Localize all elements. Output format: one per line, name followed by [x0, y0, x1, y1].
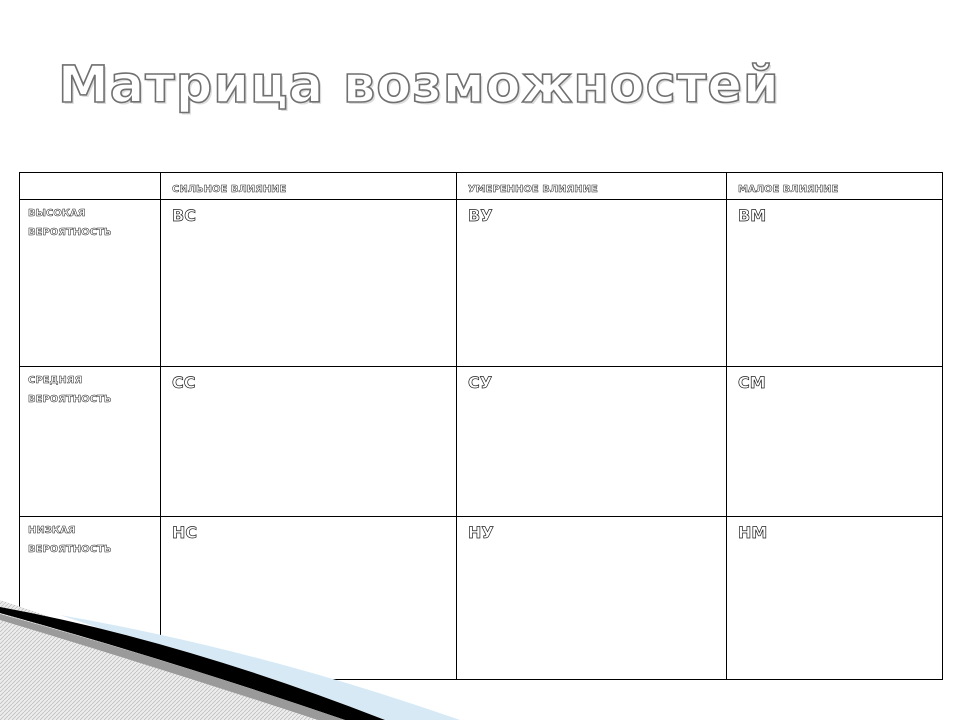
- column-header-strong-impact: СИЛЬНОЕ ВЛИЯНИЕ: [161, 173, 457, 200]
- row-header-line2: ВЕРОЯТНОСТЬ: [28, 227, 112, 238]
- row-header-line1: СРЕДНЯЯ: [28, 375, 83, 386]
- matrix-row-medium-probability: [20, 367, 943, 517]
- slide-title: Матрица возможностей: [58, 56, 780, 115]
- matrix-row-high-probability: [20, 200, 943, 367]
- column-header-low-impact: МАЛОЕ ВЛИЯНИЕ: [727, 173, 943, 200]
- matrix-cell-nm: НМ: [727, 517, 943, 680]
- row-header-line1: ВЫСОКАЯ: [28, 208, 86, 219]
- matrix-header-row: [20, 173, 943, 200]
- opportunity-matrix-table: [19, 172, 943, 680]
- matrix-cell-ns: НС: [161, 517, 457, 680]
- row-header-line1: НИЗКАЯ: [28, 525, 76, 536]
- matrix-cell-vu: ВУ: [457, 200, 727, 367]
- row-header-line2: ВЕРОЯТНОСТЬ: [28, 394, 112, 405]
- matrix-row-low-probability: [20, 517, 943, 680]
- matrix-cell-ss: СС: [161, 367, 457, 517]
- matrix-cell-vs: ВС: [161, 200, 457, 367]
- column-header-moderate-impact: УМЕРЕННОЕ ВЛИЯНИЕ: [457, 173, 727, 200]
- matrix-cell-su: СУ: [457, 367, 727, 517]
- row-header-line2: ВЕРОЯТНОСТЬ: [28, 544, 112, 555]
- row-header-high-probability: [20, 200, 161, 367]
- matrix-cell-vm: ВМ: [727, 200, 943, 367]
- matrix-corner-cell: [20, 173, 161, 200]
- row-header-low-probability: [20, 517, 161, 680]
- row-header-medium-probability: [20, 367, 161, 517]
- matrix-cell-nu: НУ: [457, 517, 727, 680]
- matrix-cell-sm: СМ: [727, 367, 943, 517]
